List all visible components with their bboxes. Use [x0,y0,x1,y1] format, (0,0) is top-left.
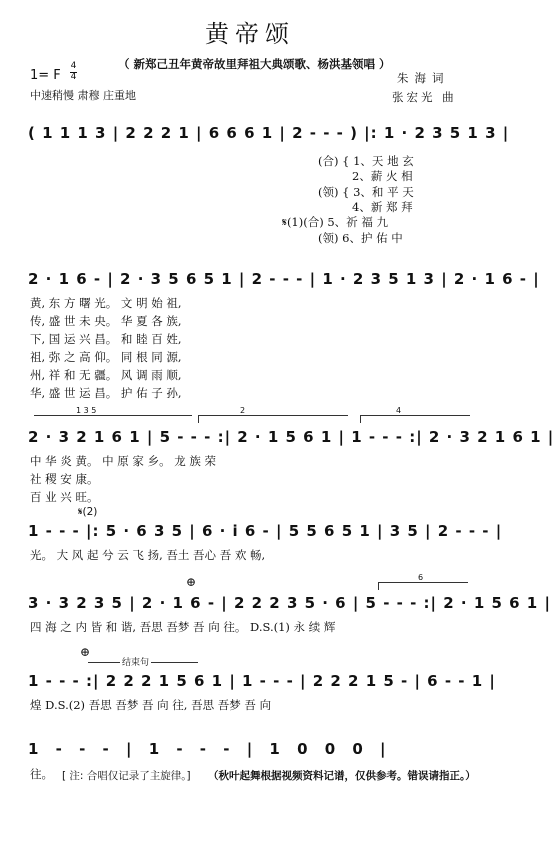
lyric-line-3b: 社 稷 安 康。 [30,472,99,486]
coda-label: 结束句 [120,655,151,668]
score-line-5: 3 · 3 2 3 5 | 2 · 1 6 - | 2 2 2 3 5 · 6 | 5 - - - :| 2 · 1 5 6 1 | [28,594,551,612]
score-line-3: 2 · 3 2 1 6 1 | 5 - - - :| 2 · 1 5 6 1 | 1 - - - :| 2 · 3 2 1 6 1 | [28,428,554,446]
composer-credit: 张宏光 曲 [392,90,457,104]
time-signature-top: 4 [70,61,77,71]
score-line-7: 1 - - - | 1 - - - | 1 0 0 0 | [28,740,392,758]
segno-mark-2: 𝄋(2) [78,506,98,518]
transcriber-credit: （秋叶起舞根据视频资料记谱，仅供参考。错误请指正。） [208,770,476,782]
ending-bracket-4-hook [360,415,361,423]
score-note: [ 注: 合唱仅记录了主旋律。] [62,770,191,782]
ending-label-1: 1 3 5 [76,406,97,415]
ending-bracket-2 [198,415,348,416]
lyric-line-2a: 黄, 东 方 曙 光。 文 明 始 祖, [30,296,182,310]
lyric-line-2d: 祖, 弥 之 高 仰。 同 根 同 源, [30,350,182,364]
lyric-line-6: 煌 D.S.(2) 吾思 吾梦 吾 向 往, 吾思 吾梦 吾 向 [30,698,272,712]
verse-label-5: 𝄋(1)(合) 5、祈 福 九 [282,215,388,229]
lyricist-credit: 朱海词 [397,71,450,85]
coda-icon-2: ⊕ [80,645,91,659]
ending-bracket-6-hook [378,582,379,590]
score-line-1: ( 1 1 1 3 | 2 2 2 1 | 6 6 6 1 | 2 - - - ) |: 1 · 2 3 5 1 3 | [28,124,510,142]
lyric-line-2b: 传, 盛 世 未 央。 华 夏 各 族, [30,314,182,328]
ending-bracket-2-hook [198,415,199,423]
verse-label-4: 4、新 郑 拜 [352,200,413,214]
verse-label-3: (领) { 3、和 平 天 [318,185,414,199]
ending-label-6: 6 [418,573,424,582]
time-signature [70,62,77,82]
time-signature-bottom: 4 [70,72,77,82]
ending-bracket-1 [34,415,192,416]
key-signature: 1= F [30,68,61,83]
lyric-line-2e: 州, 祥 和 无 疆。 风 调 雨 顺, [30,368,182,382]
song-subtitle: （ 新郑己丑年黄帝故里拜祖大典颂歌、杨洪基领唱 ） [118,57,391,71]
ending-bracket-6 [378,582,468,583]
ending-bracket-4 [360,415,470,416]
verse-label-6: (领) 6、护 佑 中 [318,231,403,245]
lyric-line-2f: 华, 盛 世 运 昌。 护 佑 子 孙, [30,386,182,400]
ending-label-4: 4 [396,406,402,415]
lyric-line-2c: 下, 国 运 兴 昌。 和 睦 百 姓, [30,332,182,346]
lyric-line-7: 往。 [30,767,53,781]
lyric-line-3c: 百 业 兴 旺。 [30,490,99,504]
verse-label-2: 2、薪 火 相 [352,169,413,183]
ending-label-2: 2 [240,406,246,415]
score-line-2: 2 · 1 6 - | 2 · 3 5 6 5 1 | 2 - - - | 1 · 2 3 5 1 3 | 2 · 1 6 - | [28,270,540,288]
coda-icon: ⊕ [186,575,197,589]
tempo-marking: 中速稍慢 肃穆 庄重地 [30,89,136,102]
song-title: 黄帝颂 [205,20,295,48]
lyric-line-4: 光。 大 风 起 兮 云 飞 扬, 吾土 吾心 吾 欢 畅, [30,548,266,562]
score-line-6: 1 - - - :| 2 2 2 1 5 6 1 | 1 - - - | 2 2 2 1 5 - | 6 - - 1 | [28,672,496,690]
lyric-line-5: 四 海 之 内 皆 和 谐, 吾思 吾梦 吾 向 往。 D.S.(1) 永 续 辉 [30,620,336,634]
lyric-line-3a: 中 华 炎 黄。 中 原 家 乡。 龙 族 荣 [30,454,217,468]
verse-label-1: (合) { 1、天 地 玄 [318,154,414,168]
score-line-4: 1 - - - |: 5 · 6 3 5 | 6 · i 6 - | 5 5 6 5 1 | 3 5 | 2 - - - | [28,522,503,540]
